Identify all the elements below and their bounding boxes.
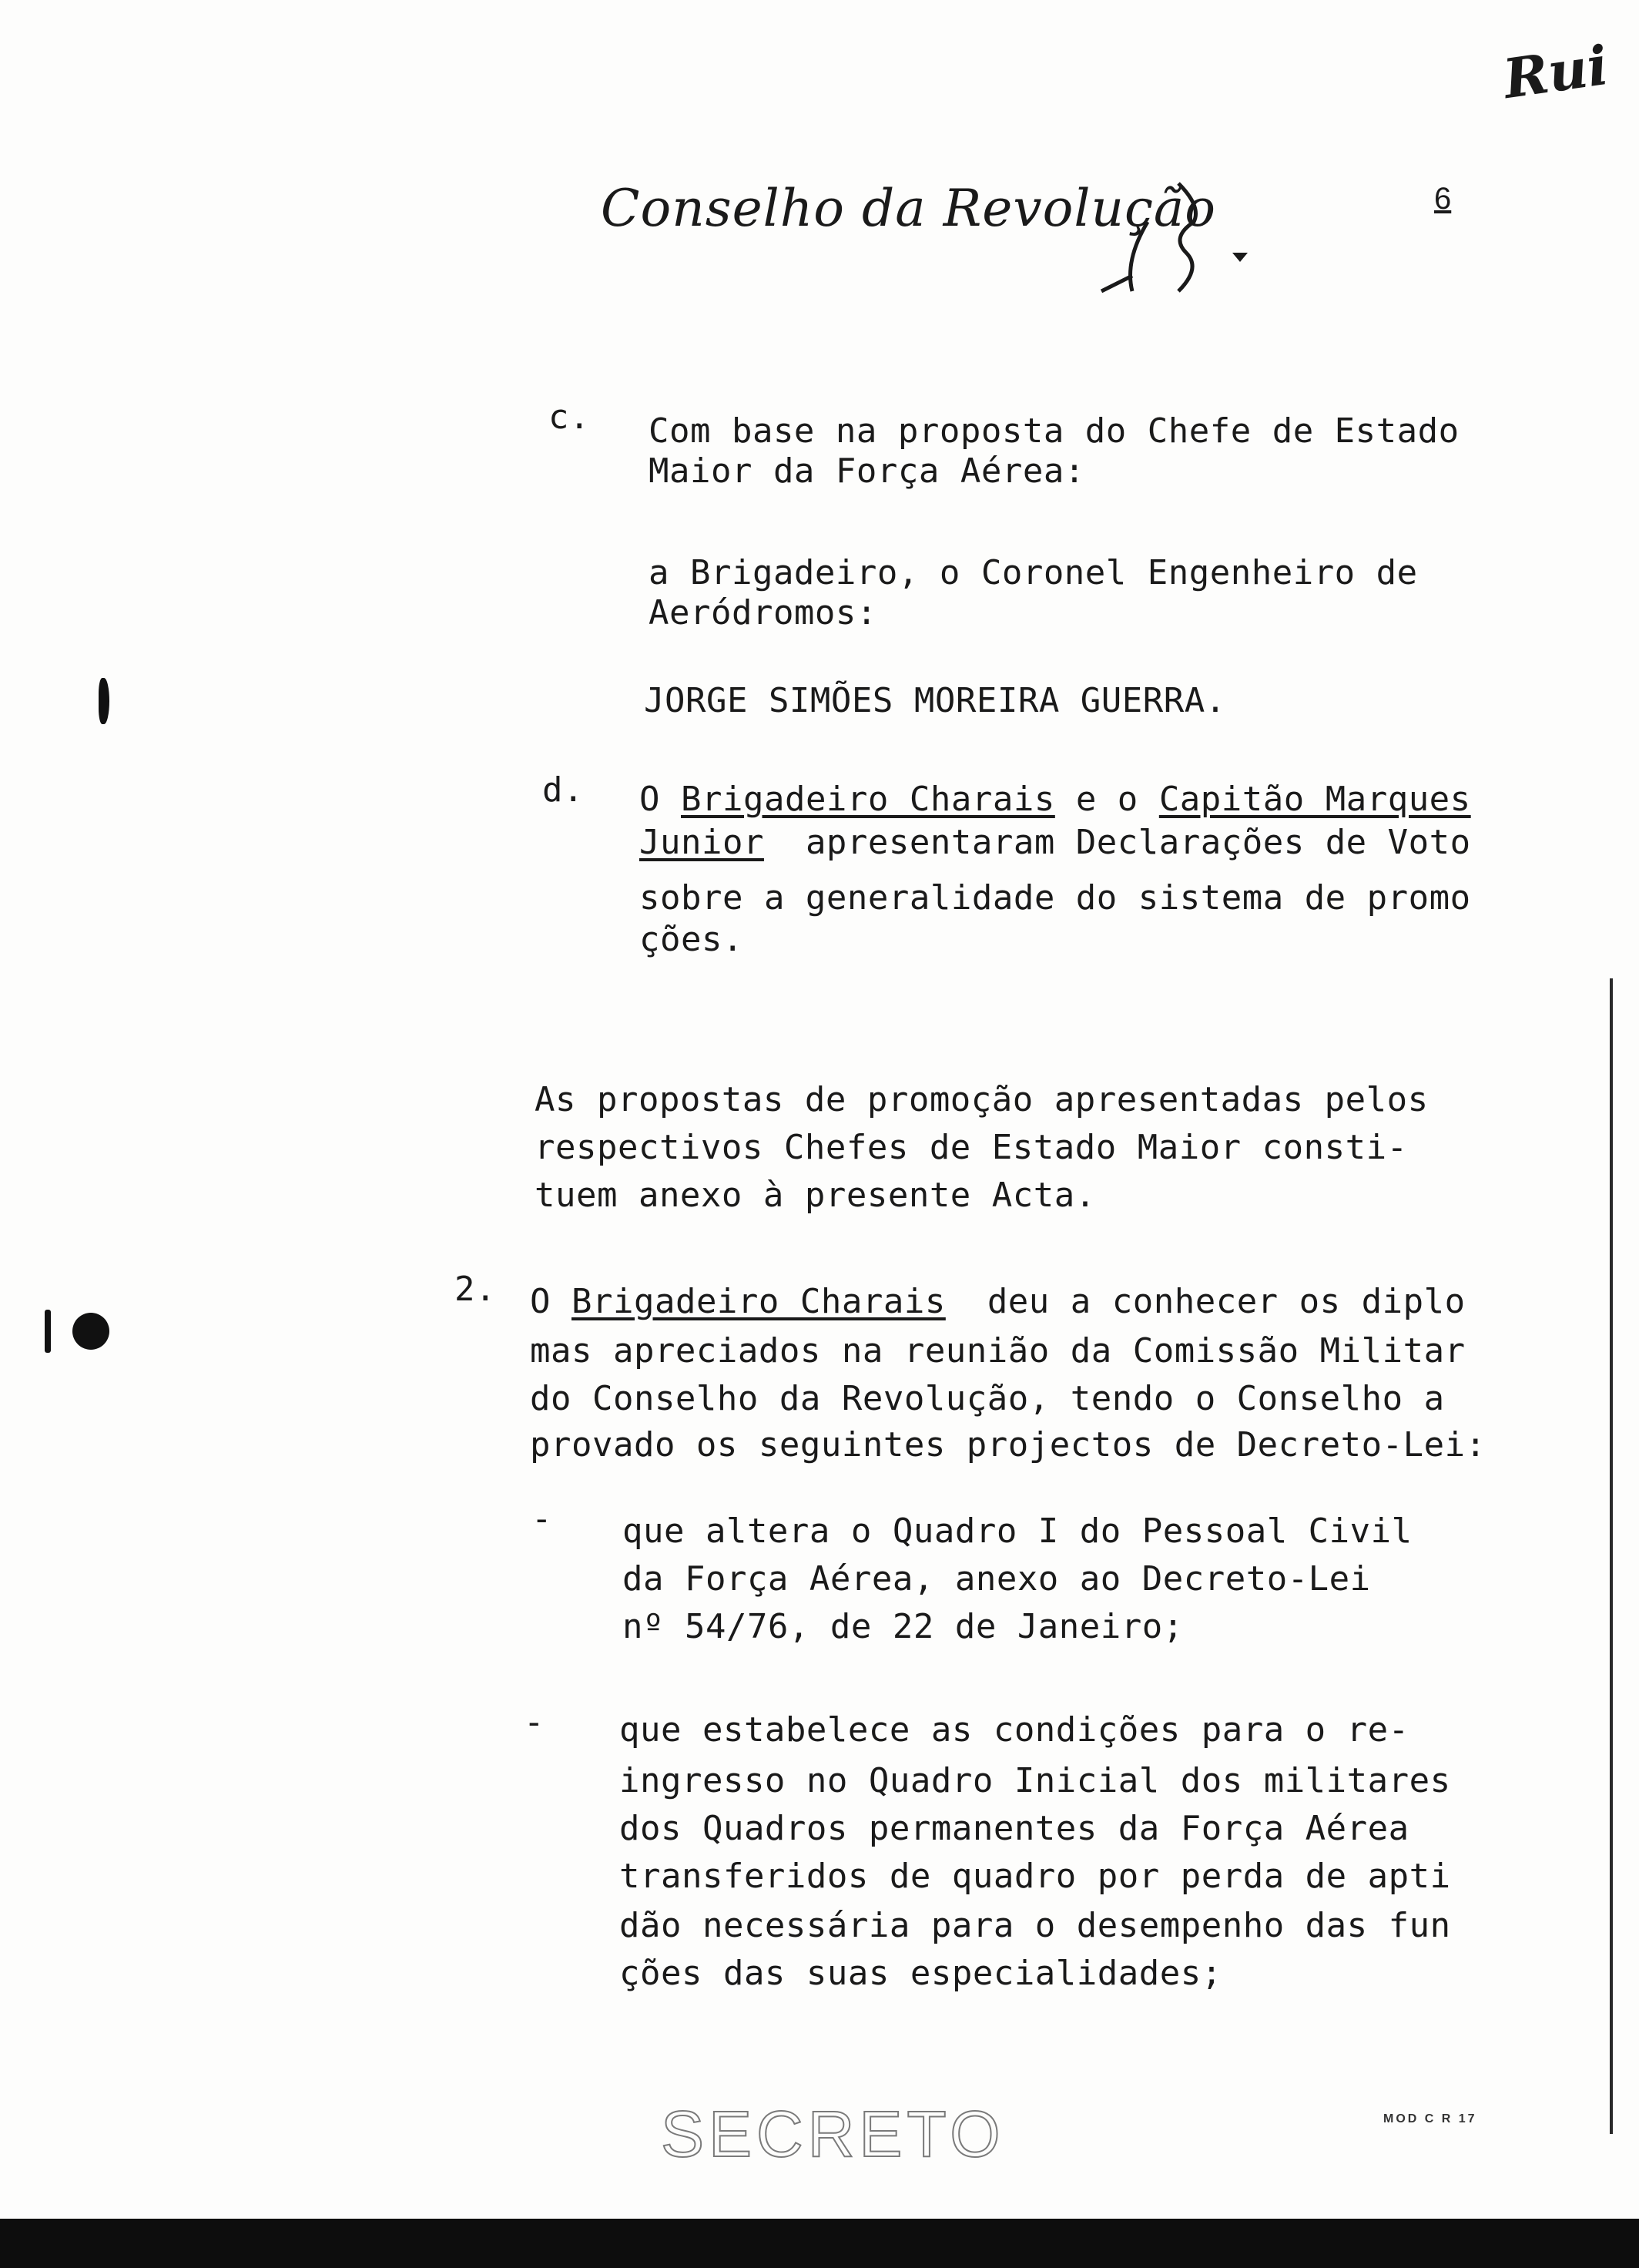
bullet-2-line-2: ingresso no Quadro Inicial dos militares <box>619 1761 1451 1800</box>
page-number: 6 <box>1434 182 1452 216</box>
item-c-line-1: Com base na proposta do Chefe de Estado <box>649 411 1460 451</box>
person-brigadeiro-charais: Brigadeiro Charais <box>681 780 1055 819</box>
paragraph-line-2: respectivos Chefes de Estado Maior consti- <box>535 1128 1408 1167</box>
item-2-line-2: mas apreciados na reunião da Comissão Militar <box>530 1331 1466 1371</box>
bullet-1-dash: - <box>531 1499 552 1538</box>
promotion-line-2: Aeródromos: <box>649 593 877 632</box>
bullet-2-line-1: que estabelece as condições para o re- <box>619 1710 1409 1750</box>
scan-edge-line <box>1610 978 1613 2134</box>
item-d-line-3: sobre a generalidade do sistema de promo <box>639 878 1471 918</box>
item-c-marker: c. <box>548 398 590 437</box>
bullet-1-line-3: nº 54/76, de 22 de Janeiro; <box>622 1607 1184 1646</box>
bullet-1-line-1: que altera o Quadro I do Pessoal Civil <box>622 1511 1413 1551</box>
item-2-prefix: O <box>530 1282 551 1321</box>
person-capitao-marques: Capitão Marques <box>1158 780 1471 819</box>
item-2-line-1 <box>530 1279 1466 1325</box>
margin-notch <box>99 678 109 724</box>
promotion-line-1: a Brigadeiro, o Coronel Engenheiro de <box>649 553 1418 592</box>
item-d-marker: d. <box>542 770 584 810</box>
bullet-2-dash: - <box>524 1703 545 1742</box>
letterhead-title: Conselho da Revolução <box>601 179 1217 238</box>
bullet-2-line-3: dos Quadros permanentes da Força Aérea <box>619 1809 1409 1848</box>
bullet-2-line-4: transferidos de quadro por perda de apti <box>619 1857 1451 1896</box>
paragraph-line-3: tuem anexo à presente Acta. <box>535 1176 1096 1215</box>
item-d-line-2 <box>639 820 1471 866</box>
handwritten-flourish-icon <box>1086 176 1255 307</box>
secreto-stamp: SECRETO <box>661 2098 1005 2170</box>
item-2-line-1-rest: deu a conhecer os diplo <box>987 1282 1466 1321</box>
person-brigadeiro-charais-2: Brigadeiro Charais <box>571 1282 946 1321</box>
item-2-line-4: provado os seguintes projectos de Decreto-Lei: <box>530 1425 1486 1464</box>
item-d-line-1 <box>639 777 1471 823</box>
bullet-1-line-2: da Força Aérea, anexo ao Decreto-Lei <box>622 1559 1371 1599</box>
item-d-line-2-rest: apresentaram Declarações de Voto <box>805 823 1471 862</box>
punch-hole-mark <box>72 1313 109 1350</box>
person-junior: Junior <box>639 823 764 862</box>
item-c-line-2: Maior da Força Aérea: <box>649 451 1085 491</box>
form-code: MOD C R 17 <box>1383 2112 1477 2125</box>
handwritten-initials: Rui <box>1499 32 1612 112</box>
promoted-officer-name: JORGE SIMÕES MOREIRA GUERRA. <box>644 681 1226 720</box>
margin-mark <box>45 1310 51 1353</box>
item-d-line-4: ções. <box>639 920 743 959</box>
bullet-2-line-5: dão necessária para o desempenho das fun <box>619 1906 1451 1945</box>
item-2-marker: 2. <box>454 1270 496 1309</box>
item-d-prefix: O <box>639 780 660 819</box>
scan-bottom-band <box>0 2219 1639 2268</box>
paragraph-line-1: As propostas de promoção apresentadas pelos <box>535 1080 1429 1119</box>
item-d-middle: e o <box>1075 780 1138 819</box>
item-2-line-3: do Conselho da Revolução, tendo o Conselho a <box>530 1379 1445 1418</box>
bullet-2-line-6: ções das suas especialidades; <box>619 1954 1222 1993</box>
